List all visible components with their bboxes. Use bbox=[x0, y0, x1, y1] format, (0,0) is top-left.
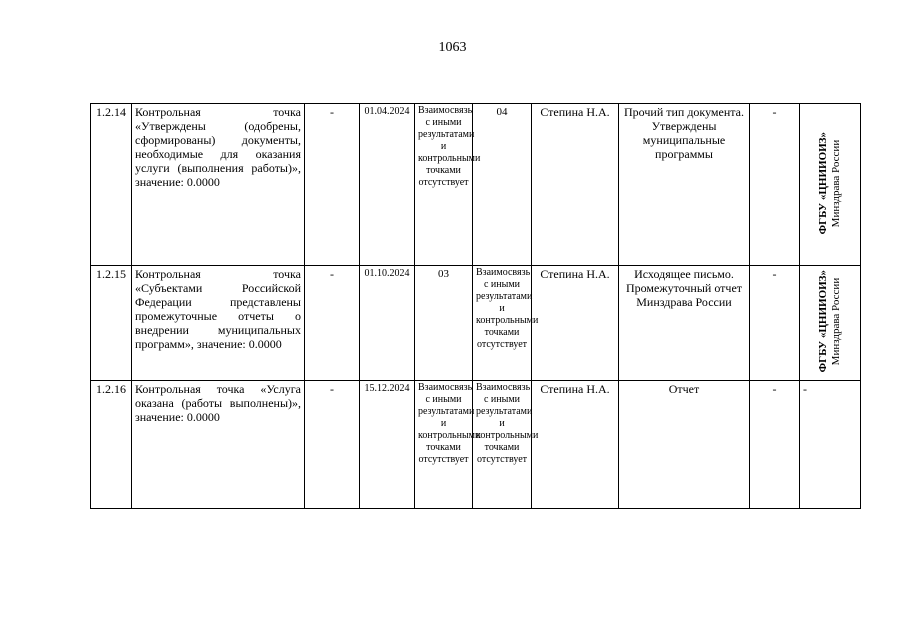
start-date: - bbox=[305, 104, 360, 266]
organization-cell bbox=[800, 381, 861, 509]
organization-ministry: Минздрава России bbox=[830, 277, 842, 366]
organization-cell bbox=[800, 104, 861, 266]
page-number: 1063 bbox=[438, 40, 467, 55]
organization-ministry: Минздрава России bbox=[830, 139, 842, 227]
control-points-table bbox=[90, 103, 861, 509]
row-number: 1.2.16 bbox=[91, 381, 132, 509]
predecessor-link: 03 bbox=[415, 266, 473, 381]
organization-cell bbox=[800, 266, 861, 381]
responsible-person: Степина Н.А. bbox=[532, 104, 619, 266]
responsible-person: Степина Н.А. bbox=[532, 266, 619, 381]
end-date: 15.12.2024 bbox=[360, 381, 415, 509]
table-row bbox=[91, 381, 861, 509]
start-date: - bbox=[305, 381, 360, 509]
predecessor-link: Взаимосвязь с иными результатами и контрольными точками отсутствует bbox=[415, 381, 473, 509]
table-row bbox=[91, 104, 861, 266]
end-date: 01.04.2024 bbox=[360, 104, 415, 266]
document-type: Отчет bbox=[619, 381, 750, 509]
successor-link: Взаимосвязь с иными результатами и контрольными точками отсутствует bbox=[473, 381, 532, 509]
row-number: 1.2.15 bbox=[91, 266, 132, 381]
successor-link: Взаимосвязь с иными результатами и контрольными точками отсутствует bbox=[473, 266, 532, 381]
extra-field: - bbox=[750, 381, 800, 509]
responsible-person: Степина Н.А. bbox=[532, 381, 619, 509]
document-type: Исходящее письмо. Промежуточный отчет Минздрава России bbox=[619, 266, 750, 381]
organization-name: - bbox=[803, 382, 807, 396]
predecessor-link: Взаимосвязь с иными результатами и контрольными точками отсутствует bbox=[415, 104, 473, 266]
organization-name: ФГБУ «ЦНИИОИЗ» bbox=[817, 270, 829, 373]
control-point-name: Контрольная точка «Услуга оказана (работы выполнены)», значение: 0.0000 bbox=[132, 381, 305, 509]
document-type: Прочий тип документа. Утверждены муниципальные программы bbox=[619, 104, 750, 266]
extra-field: - bbox=[750, 266, 800, 381]
end-date: 01.10.2024 bbox=[360, 266, 415, 381]
table-row bbox=[91, 266, 861, 381]
organization-name: ФГБУ «ЦНИИОИЗ» bbox=[817, 131, 829, 235]
successor-link: 04 bbox=[473, 104, 532, 266]
control-point-name: Контрольная точка «Утверждены (одобрены, сформированы) документы, необходимые для оказания услуги (выполнения работы)», значение: 0.0000 bbox=[132, 104, 305, 266]
organization-label bbox=[817, 132, 843, 234]
organization-label bbox=[817, 270, 843, 372]
row-number: 1.2.14 bbox=[91, 104, 132, 266]
extra-field: - bbox=[750, 104, 800, 266]
start-date: - bbox=[305, 266, 360, 381]
control-point-name: Контрольная точка «Субъектами Российской Федерации представлены промежуточные отчеты о внедрении муниципальных программ», значение: 0.0000 bbox=[132, 266, 305, 381]
